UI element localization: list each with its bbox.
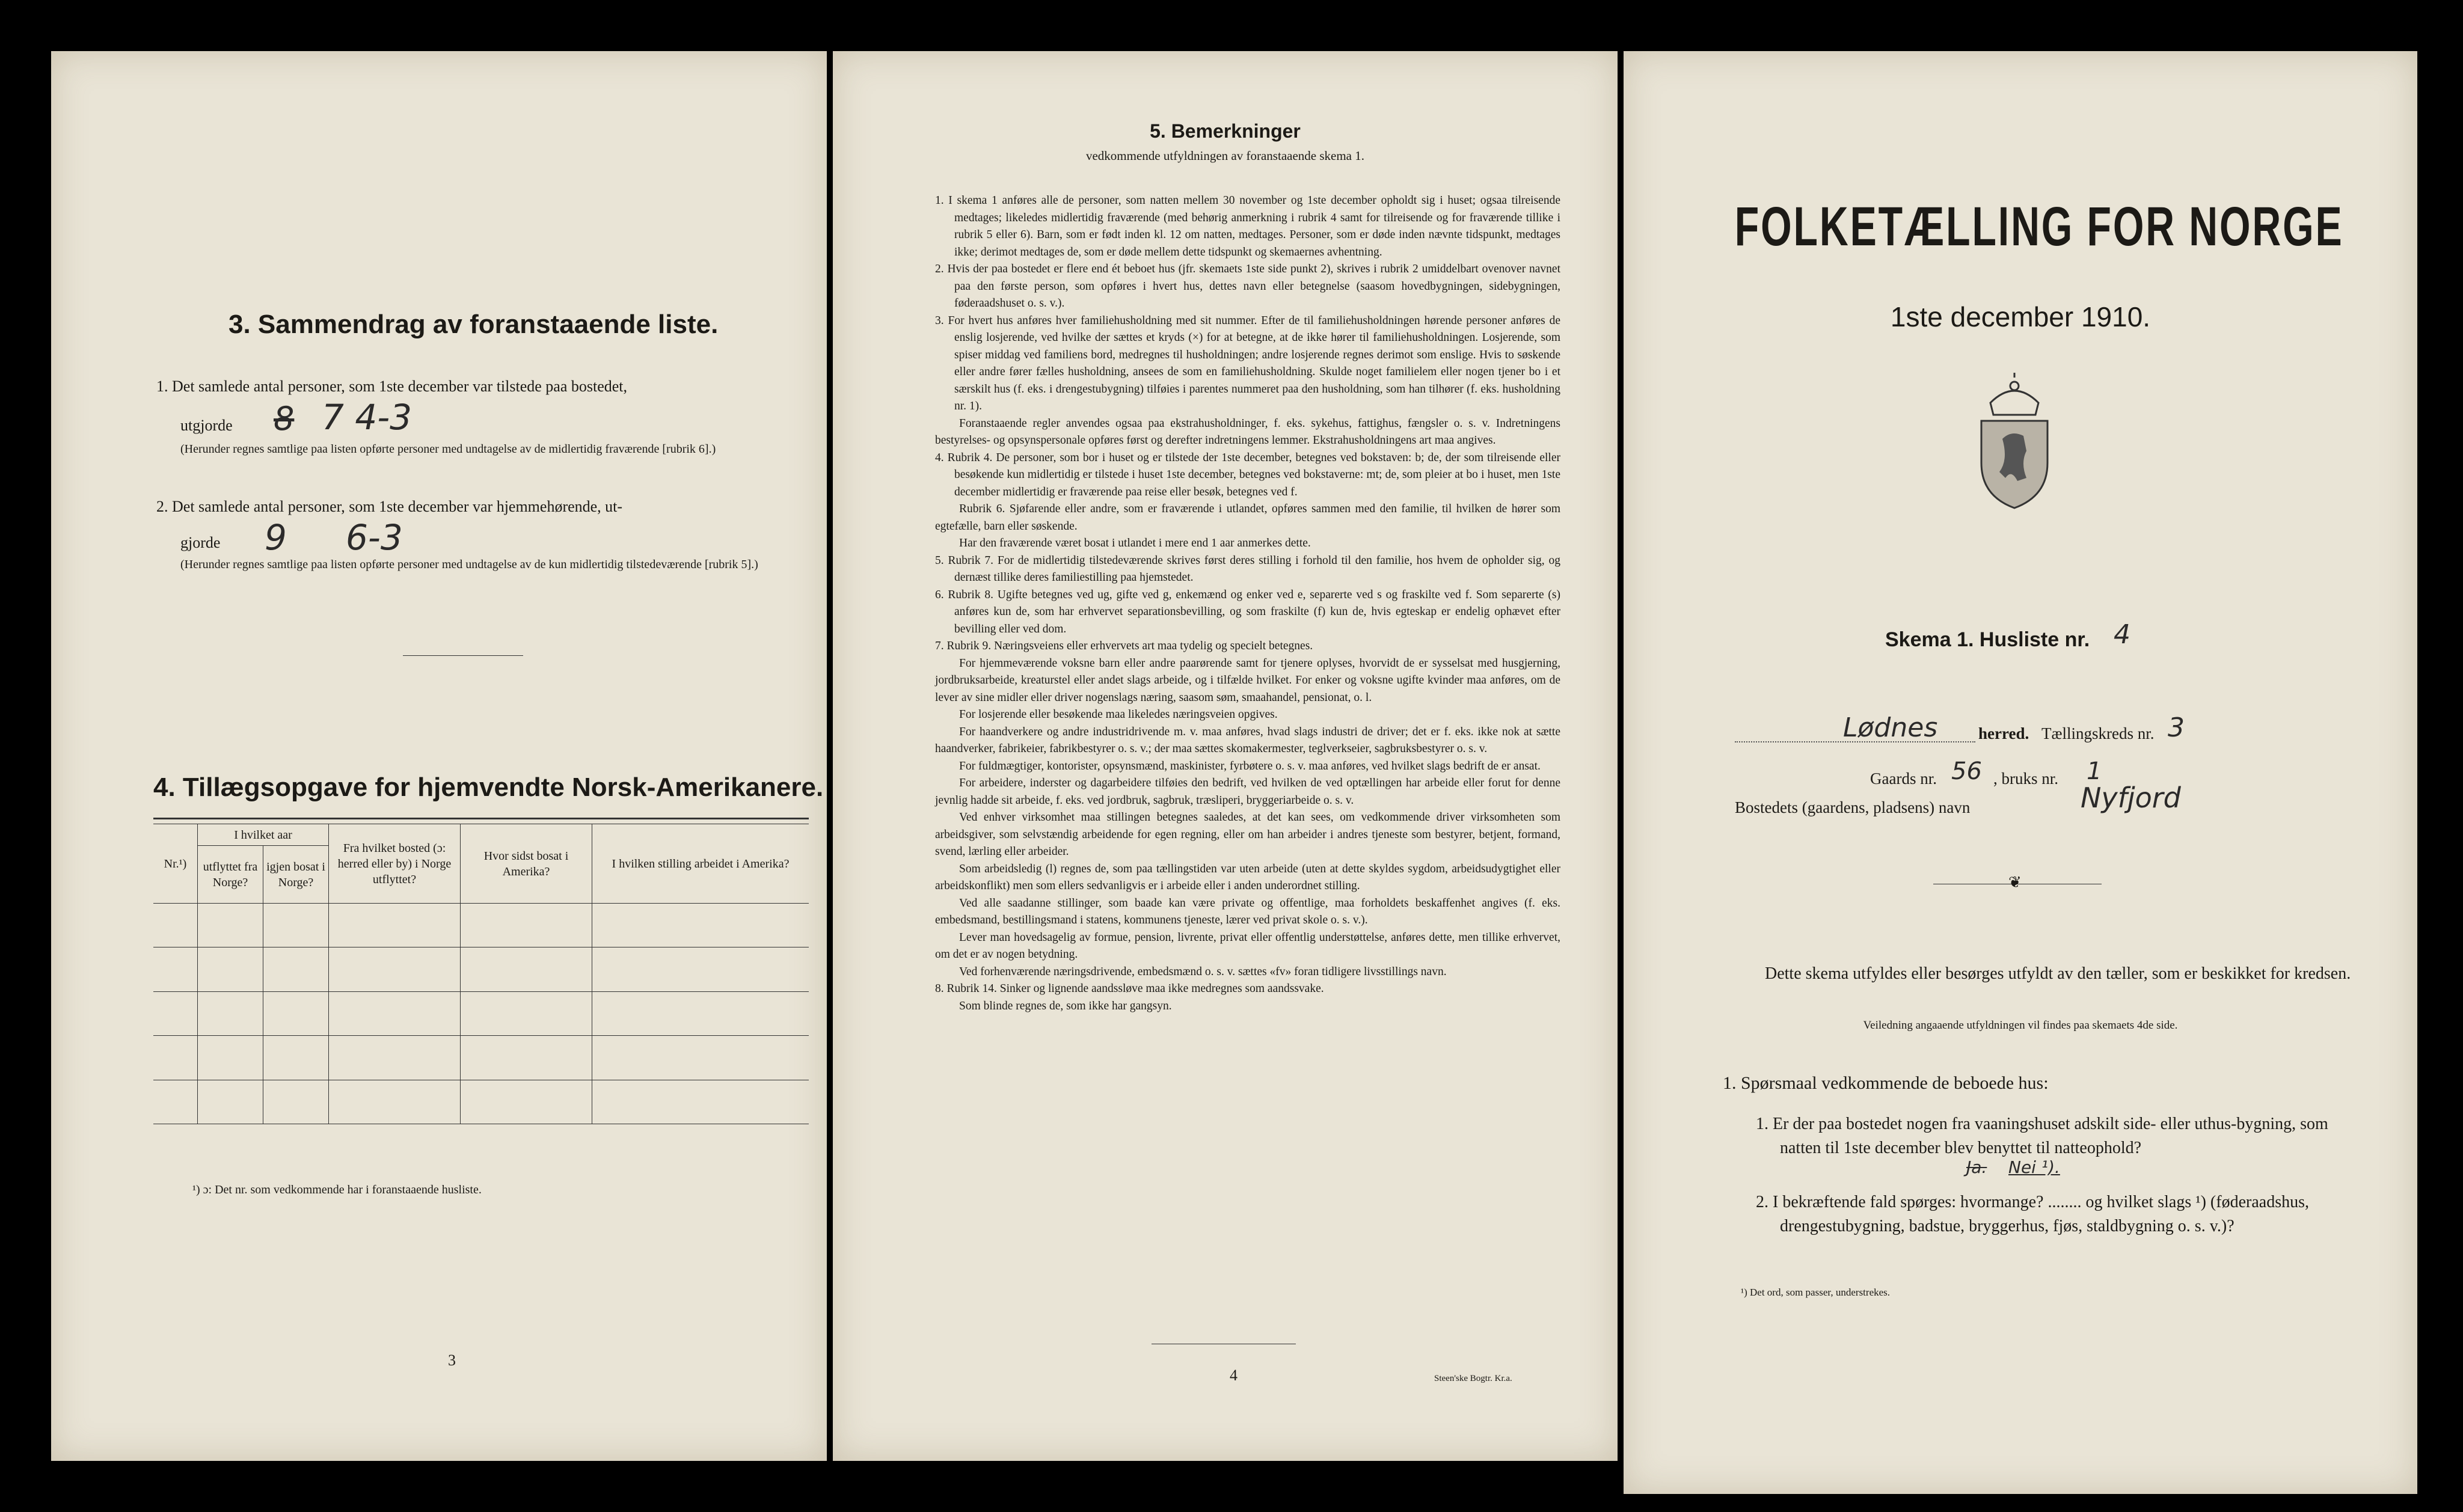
col-fra-bosted: Fra hvilket bosted (ɔ: herred eller by) i Norge utflyttet? [329,824,461,904]
remark-7f: For arbeidere, inderster og dagarbeidere tilføies den bedrift, ved hvilken de ved optællingen har arbeide eller forut for denne jevnlig hadde sit arbeide, f. eks. ved jordbruk, sagbruk, træsliperi, bryggeriarbeide o. s. v. [935,777,1560,807]
page-number-4: 4 [1230,1367,1238,1384]
remark-7e: For fuldmægtiger, kontorister, opsynsmænd, maskinister, fyrbøtere o. s. v. maa anføres, ved hvilket slags bedrift de er ansat. [959,759,1541,773]
item-2-utgjorde: gjorde [180,534,221,551]
q1-answer-struck: Ja. [1966,1157,1987,1177]
remark-2: 2. Hvis der paa bostedet er flere end ét beboet hus (jfr. skemaets 1ste side punkt 2), skrives i rubrik 2 umiddelbart ovenover navnet paa den første person, som opføres i hvert hus, dettes navn eller betegnelse (saasom hovedbygningen, sidebygningen, føderaadshuset o. s. v.). [935,263,1560,310]
item-1-hand-value: 7 4-3 [322,397,413,438]
table-footnote: ¹) ɔ: Det nr. som vedkommende har i foranstaaende husliste. [192,1183,482,1196]
remark-7c: For losjerende eller besøkende maa likeledes næringsveien opgives. [959,708,1278,721]
remark-6: 6. Rubrik 8. Ugifte betegnes ved ug, gifte ved g, enkemænd og enker ved e, separerte ved s og fraskilte ved f. Som separerte (s) anføres kun de, som har erhvervet separationsbevilling, og som fraskilte (f) kun de, hvis egteskap er endelig ophævet efter bevilling eller ved dom. [935,588,1560,635]
herred-name: Lødnes [1843,712,1938,743]
col-utflyttet: utflyttet fra Norge? [198,846,263,904]
remark-7j: Lever man hovedsagelig av formue, pension, livrente, privat eller offentlig understøttelse, anføres dette, men tillike erhvervet, om det er av nogen betydning. [935,931,1560,961]
table-row [153,904,809,947]
intro-text: Dette skema utfyldes eller besørges utfyldt av den tæller, som er beskikket for kredsen. [1765,964,2351,983]
title-wrap [1624,195,2417,259]
main-title: FOLKETÆLLING FOR NORGE [1734,196,2344,257]
remark-7: 7. Rubrik 9. Næringsveiens eller erhvervets art maa tydelig og specielt betegnes. [935,640,1313,652]
item-1-note: (Herunder regnes samtlige paa listen opførte personer med undtagelse av de midlertidig fraværende [rubrik 6].) [180,442,716,456]
table-top-rule [153,818,809,819]
page-number-3: 3 [448,1351,456,1369]
remarks-list [935,192,1560,1015]
remark-8b: Som blinde regnes de, som ikke har gangsyn. [959,999,1172,1012]
ornament-icon: ❦ [2008,874,2022,891]
remark-7h: Som arbeidsledig (l) regnes de, som paa tællingstiden var uten arbeide (uten at dette skyldes sygdom, arbeidsudygtighet eller arbeidskonflikt) men som ellers sedvanligvis er i arbeide eller i anden underordnet stilling. [935,862,1560,892]
veiledning: Veiledning angaaende utfyldningen vil findes paa skemaets 4de side. [1863,1019,2178,1032]
table-row [153,947,809,991]
herred-label: herred. [1978,724,2029,742]
remark-5: 5. Rubrik 7. For de midlertidig tilstedeværende skrives først deres stilling i forhold til den familie, hos hvem de opholder sig, og dernæst tillike deres familiestilling paa hjemstedet. [935,554,1560,584]
col-hvor-sidst: Hvor sidst bosat i Amerika? [461,824,592,904]
gaards-nr: 56 [1951,758,1982,785]
item-2-hand-a: 9 [265,517,287,558]
remark-4c: Har den fraværende været bosat i utlandet i mere end 1 aar anmerkes dette. [959,537,1311,549]
page-1-footnote: ¹) Det ord, som passer, understrekes. [1741,1287,1891,1298]
remark-7d: For haandverkere og andre industridrivende m. v. maa anføres, hvad slags industri de driver; det er f. eks. ikke nok at sætte haandverker, fabrikeier, fabrikbestyrer o. s. v.; der maa sættes skomakermester, teglverkseier, sagbruksbestyrer o. s. v. [935,725,1560,755]
item-2-note: (Herunder regnes samtlige paa listen opførte personer med undtagelse av de kun midlertidig tilstedeværende [rubrik 5].) [180,558,758,571]
remark-1: 1. I skema 1 anføres alle de personer, som natten mellem 30 november og 1ste december opholdt sig i huset; ogsaa tilreisende medtages; likeledes midlertidig fraværende (med behørig anmerkning i rubrik 4 samt for tilreisende og for fraværende tillike i rubrik 5 eller 6). Barn, som er født inden kl. 12 om natten, medtages. Personer, som er døde inden nævnte tidspunkt, medtages ikke; derimot medtages de, som er døde mellem dette tidspunkt og skemaernes avhentning. [935,194,1560,259]
coat-of-arms-icon [1966,373,2063,511]
bruks-nr: 1 [2087,758,2102,785]
remark-4: 4. Rubrik 4. De personer, som bor i huset og er tilstede der 1ste december, betegnes ved bokstaven: b; de, der som tilreisende eller besøkende kun midlertidig er tilstede i huset 1ste december, betegnes ved bokstaverne: mt; de, som pleier at bo i huset, men 1ste december midlertidig er fraværende paa reise eller besøk, betegnes ved f. [935,451,1560,498]
remark-3: 3. For hvert hus anføres hver familiehusholdning med sit nummer. Efter de til familiehusholdningen hørende personer anføres de enslig losjerende, ved hvilke der sættes et kryds (×) for at betegne, at de ikke hører til familiehusholdningen. Losjerende, som spiser middag ved familiens bord, medregnes til husholdningen; andre losjerende regnes derimot som enslige. Hvis to søskende eller andre fører fælles husholdning, ansees de som en familiehusholdning. Skulde noget familielem eller nogen tjener bo i et særskilt hus (f. eks. i drengestubygning) tilføies i parentes nummeret paa den husholdning, som han tilhører (f. eks. husholdning nr. 1). [935,314,1560,412]
section-4-title: 4. Tillægsopgave for hjemvendte Norsk-Amerikanere. [153,773,824,802]
remarks-title: 5. Bemerkninger [1150,120,1301,142]
col-igjen: igjen bosat i Norge? [263,846,329,904]
remark-3b: Foranstaaende regler anvendes ogsaa paa ekstrahusholdninger, f. eks. sykehus, fattighus, fængsler o. s. v. Indretningens bestyrelses- og opsynspersonale opføres først og derefter indretningens lemmer. Ekstrahusholdningens art maa angives. [935,417,1560,447]
section-3-title: 3. Sammendrag av foranstaaende liste. [229,310,719,339]
page-3 [51,51,827,1461]
col-group-aar: I hvilket aar [198,824,329,846]
item-1-utgjorde: utgjorde [180,417,233,434]
item-2-hand-b: 6-3 [346,517,403,558]
q1-answer: Nei ¹). [2008,1157,2060,1177]
gaards-label: Gaards nr. [1870,770,1937,788]
kreds-nr: 3 [2168,712,2185,743]
skema-label: Skema 1. Husliste nr. [1885,628,2090,651]
remark-7b: For hjemmeværende voksne barn eller andre paarørende samt for tjenere oplyses, hvorvidt de er sysselsat med husgjerning, jordbruksarbeide, kreaturstel eller andet slags arbeide, og i tilfælde hvilket. For enker og voksne ugifte kvinder maa anføres, om de lever av sine midler eller driver nogenslags næring, saasom søm, smaahandel, pensionat, o. l. [935,657,1560,704]
question-1: 1. Er der paa bostedet nogen fra vaaningshuset adskilt side- eller uthus-bygning, som natten til 1ste december blev benyttet til natteophold? [1756,1115,2328,1157]
item-2-text: 2. Det samlede antal personer, som 1ste december var hjemmehørende, ut- [156,498,623,515]
question-2: 2. I bekræftende fald spørges: hvormange? ........ og hvilket slags ¹) (føderaadshus, drengestubygning, badstue, bryggerhus, fjøs, staldbygning o. s. v.)? [1756,1193,2309,1235]
remark-7i: Ved alle saadanne stillinger, som baade kan være private og offentlige, maa forholdets beskaffenhet angives (f. eks. embedsmand, bestillingsmand i statens, kommunens tjeneste, lærer ved privat skole o. s. v.). [935,896,1560,926]
remark-7k: Ved forhenværende næringsdrivende, embedsmænd o. s. v. sættes «fv» foran tidligere livsstillings navn. [959,965,1447,978]
page-1 [1624,51,2417,1494]
printer-mark: Steen'ske Bogtr. Kr.a. [1434,1374,1512,1383]
bruks-label: , bruks nr. [1993,770,2058,788]
remark-4b: Rubrik 6. Sjøfarende eller andre, som er fraværende i utlandet, opføres sammen med den familie, til hvilken de hører som egtefælle, barn eller søskende. [935,503,1560,533]
col-nr: Nr.¹) [153,824,198,904]
norsk-amerikanere-table [153,824,809,1124]
col-stilling: I hvilken stilling arbeidet i Amerika? [592,824,809,904]
remark-7g: Ved enhver virksomhet maa stillingen betegnes saaledes, at det kan sees, om vedkommende driver virksomheten som arbeidsgiver, som selvstændig arbeidende for egen regning, eller om han arbeider i andres tjeneste som bestyrer, betjent, formand, svend, lærling eller arbeider. [935,811,1560,858]
item-1-text: 1. Det samlede antal personer, som 1ste december var tilstede paa bostedet, [156,378,628,395]
kreds-label: Tællingskreds nr. [2041,724,2155,742]
bosted-name: Nyfjord [2081,782,2181,814]
table-row [153,1036,809,1080]
divider [403,655,523,656]
page-4 [833,51,1618,1461]
remarks-subtitle: vedkommende utfyldningen av foranstaaende skema 1. [1085,148,1364,163]
table-row [153,991,809,1035]
question-heading: 1. Spørsmaal vedkommende de beboede hus: [1723,1073,2049,1093]
husliste-nr: 4 [2114,619,2130,650]
table-row [153,1080,809,1124]
item-1-hand-struck: 8 [274,400,295,438]
census-date: 1ste december 1910. [1890,301,2151,332]
bosted-label: Bostedets (gaardens, pladsens) navn [1735,798,1971,816]
remark-8: 8. Rubrik 14. Sinker og lignende aandssløve maa ikke medregnes som aandssvake. [935,982,1324,995]
